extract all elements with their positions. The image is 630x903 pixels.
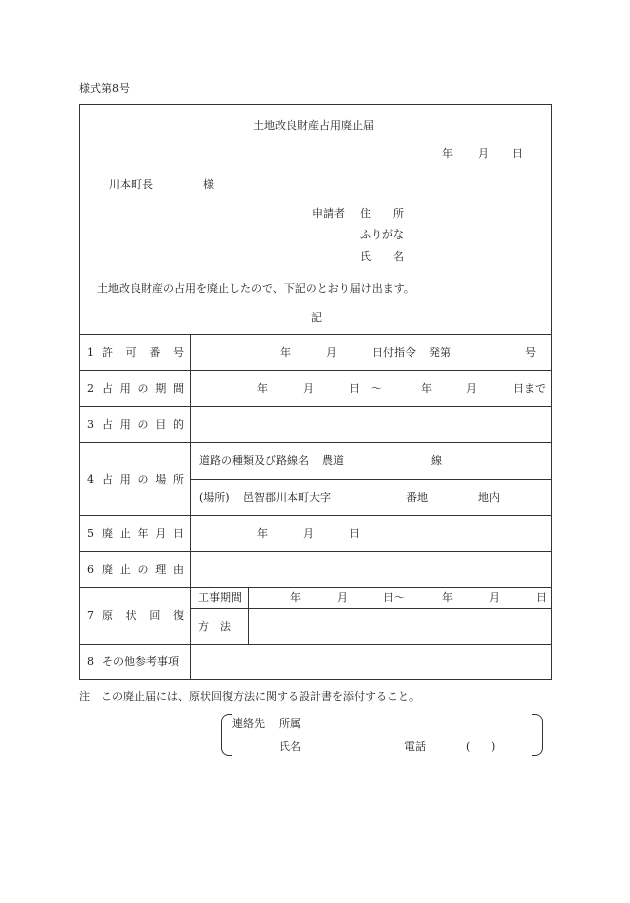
row-divider — [79, 334, 552, 335]
addressee-name: 川本町長 — [109, 178, 153, 191]
restoration-day-2: 日 — [536, 591, 547, 604]
restoration-year-1: 年 — [290, 591, 301, 604]
road-line: 線 — [431, 454, 442, 467]
abolish-day: 日 — [349, 527, 360, 540]
abolish-year: 年 — [257, 527, 268, 540]
place-label: (場所) — [199, 491, 230, 504]
row-label-other: その他参考事項 — [102, 655, 179, 668]
restoration-month-1: 月 — [337, 591, 348, 604]
construction-period-label: 工事期間 — [198, 591, 242, 604]
period-year-2: 年 — [421, 382, 432, 395]
permit-issue: 発第 — [429, 346, 451, 359]
row-divider — [79, 406, 552, 407]
period-until: 日まで — [513, 382, 546, 395]
row-divider — [190, 608, 552, 609]
ki-label: 記 — [311, 311, 322, 324]
date-day-label: 日 — [512, 147, 523, 160]
abolish-month: 月 — [303, 527, 314, 540]
row-number: 3 — [87, 418, 94, 431]
row-divider — [79, 442, 552, 443]
period-month-1: 月 — [303, 382, 314, 395]
row-label-location: 占 用 の 場 所 — [102, 473, 184, 486]
period-tilde: 〜 — [371, 382, 382, 395]
place-banchi: 番地 — [406, 491, 428, 504]
applicant-name-label: 氏 名 — [360, 250, 404, 263]
form-title: 土地改良財産占用廃止届 — [253, 119, 374, 132]
row-label-abolish-reason: 廃 止 の 理 由 — [102, 563, 184, 576]
permit-year: 年 — [280, 346, 291, 359]
date-year-label: 年 — [442, 147, 453, 160]
road-label: 道路の種類及び路線名 — [199, 454, 309, 467]
date-month-label: 月 — [478, 147, 489, 160]
contact-phone-label: 電話 — [404, 740, 426, 753]
restoration-day-1: 日〜 — [383, 591, 405, 604]
contact-affiliation-label: 所属 — [279, 717, 301, 730]
applicant-furigana-label: ふりがな — [360, 228, 404, 241]
method-label: 方 法 — [198, 620, 231, 633]
row-number: 6 — [87, 563, 94, 576]
contact-bracket-left — [221, 714, 232, 756]
period-month-2: 月 — [466, 382, 477, 395]
place-chinai: 地内 — [478, 491, 500, 504]
applicant-label: 申請者 — [312, 207, 345, 220]
column-divider — [190, 334, 191, 680]
row-label-abolish-date: 廃 止 年 月 日 — [102, 527, 184, 540]
row-number: 2 — [87, 382, 94, 395]
contact-name-label: 氏名 — [279, 740, 301, 753]
form-number: 様式第8号 — [79, 82, 130, 95]
place-name: 邑智郡川本町大字 — [243, 491, 331, 504]
addressee-honorific: 様 — [203, 178, 214, 191]
row-number: 1 — [87, 346, 94, 359]
row-divider — [79, 587, 552, 588]
row-divider — [79, 644, 552, 645]
row-divider — [79, 551, 552, 552]
row-label-permit-number: 許 可 番 号 — [102, 346, 184, 359]
body-text: 土地改良財産の占用を廃止したので、下記のとおり届け出ます。 — [97, 282, 415, 295]
row-number: 8 — [87, 655, 94, 668]
row-label-restoration: 原 状 回 復 — [102, 609, 184, 622]
contact-paren-open: ( — [466, 740, 471, 753]
restoration-month-2: 月 — [489, 591, 500, 604]
row-number: 4 — [87, 473, 94, 486]
row-divider — [79, 370, 552, 371]
row-label-purpose: 占 用 の 目 的 — [102, 418, 184, 431]
applicant-address-label: 住 所 — [360, 207, 404, 220]
contact-bracket-right — [532, 714, 543, 756]
row-number: 7 — [87, 609, 94, 622]
note-text: 注 この廃止届には、原状回復方法に関する設計書を添付すること。 — [79, 690, 420, 703]
permit-go: 号 — [525, 346, 536, 359]
period-day-1: 日 — [349, 382, 360, 395]
contact-label: 連絡先 — [232, 717, 265, 730]
road-type: 農道 — [322, 454, 344, 467]
period-year-1: 年 — [257, 382, 268, 395]
permit-month: 月 — [326, 346, 337, 359]
row-number: 5 — [87, 527, 94, 540]
row-divider — [79, 515, 552, 516]
row-divider — [190, 479, 552, 480]
contact-paren-close: ) — [491, 740, 496, 753]
row-label-period: 占 用 の 期 間 — [102, 382, 184, 395]
column-divider — [248, 587, 249, 644]
restoration-year-2: 年 — [442, 591, 453, 604]
permit-date-order: 日付指令 — [372, 346, 416, 359]
